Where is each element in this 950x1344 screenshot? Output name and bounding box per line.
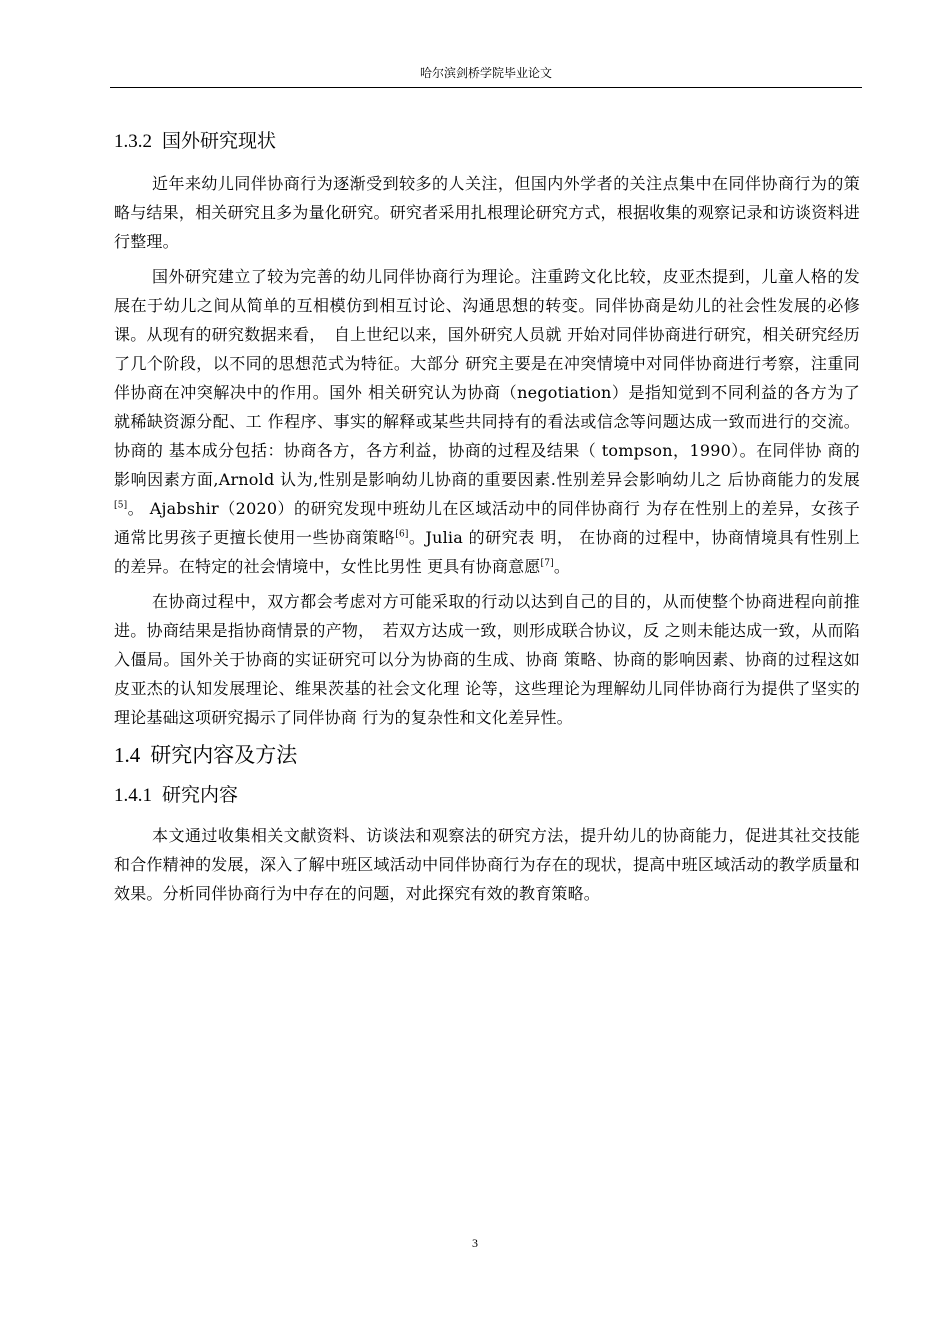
paragraph-1: 近年来幼儿同伴协商行为逐渐受到较多的人关注，但国内外学者的关注点集中在同伴协商行为的策略与结果，相关研究且多为量化研究。研究者采用扎根理论研究方式，根据收集的观察记录和访谈资料进行整理。 (114, 174, 860, 251)
section-number: 1.4.1 (114, 785, 152, 806)
paragraph-2-text-b: 。 Ajabshir（2020）的研究发现中班幼儿在区域活动中的同伴协商行 为存在性别上的差异，女孩子通常比男孩子更擅长使用一些协商策略 (114, 499, 860, 547)
section-title: 研究内容 (162, 784, 239, 806)
citation-ref-7: [7] (540, 558, 554, 569)
paragraph-2-text-d: 。 (553, 557, 571, 576)
section-heading-1-4 (114, 738, 860, 772)
header-rule (110, 87, 862, 88)
running-header: 哈尔滨剑桥学院毕业论文 (419, 66, 552, 80)
section-number: 1.4 (114, 743, 141, 767)
paragraph-2-text-c: 。Julia 的研究表 明， 在协商的过程中，协商情境具有性别上的差异。在特定的社会情境中，女性比男性 更具有协商意愿 (114, 528, 860, 576)
citation-ref-6: [6] (395, 529, 409, 540)
page-body (114, 126, 860, 914)
section-title: 国外研究现状 (162, 130, 277, 152)
paragraph-3: 在协商过程中，双方都会考虑对方可能采取的行动以达到自己的目的，从而使整个协商进程向前推进。协商结果是指协商情景的产物， 若双方达成一致，则形成联合协议，反 之则未能达成一致，从而陷入僵局。国外关于协商的实证研究可以分为协商的生成、协商 策略、协商的影响因素、协商的过程这如皮亚杰的认知发展理论、维果茨基的社会文化理 论等，这些理论为理解幼儿同伴协商行为提供了坚实的理论基础这项研究揭示了同伴协商 行为的复杂性和文化差异性。 (114, 592, 860, 727)
paragraph-4: 本文通过收集相关文献资料、访谈法和观察法的研究方法，提升幼儿的协商能力，促进其社交技能和合作精神的发展，深入了解中班区域活动中同伴协商行为存在的现状，提高中班区域活动的教学质量和效果。分析同伴协商行为中存在的问题，对此探究有效的教育策略。 (114, 826, 860, 903)
paragraph-2-text-a: 国外研究建立了较为完善的幼儿同伴协商行为理论。注重跨文化比较，皮亚杰提到，儿童人格的发展在于幼儿之间从简单的互相模仿到相互讨论、沟通思想的转变。同伴协商是幼儿的社会性发展的必修课。从现有的研究数据来看， 自上世纪以来，国外研究人员就 开始对同伴协商进行研究，相关研究经历了几个阶段，以不同的思想范式为特征。大部分 研究主要是在冲突情境中对同伴协商进行考察，注重同伴协商在冲突解决中的作用。国外 相关研究认为协商（negotiation）是指知觉到不同利益的各方为了就稀缺资源分配、工 作程序、事实的解释或某些共同持有的看法或信念等问题达成一致而进行的交流。协商的 基本成分包括：协商各方，各方利益，协商的过程及结果（ tompson，1990）。在同伴协 商的影响因素方面,Arnold 认为,性别是影响幼儿协商的重要因素.性别差异会影响幼儿之 后协商能力的发展 (114, 267, 860, 489)
page-number: 3 (472, 1236, 478, 1250)
section-title: 研究内容及方法 (150, 743, 298, 767)
section-heading-1-3-2 (114, 126, 860, 157)
paragraph-2 (114, 262, 860, 581)
citation-ref-5: [5] (114, 500, 128, 511)
section-number: 1.3.2 (114, 131, 152, 152)
section-heading-1-4-1 (114, 780, 860, 811)
